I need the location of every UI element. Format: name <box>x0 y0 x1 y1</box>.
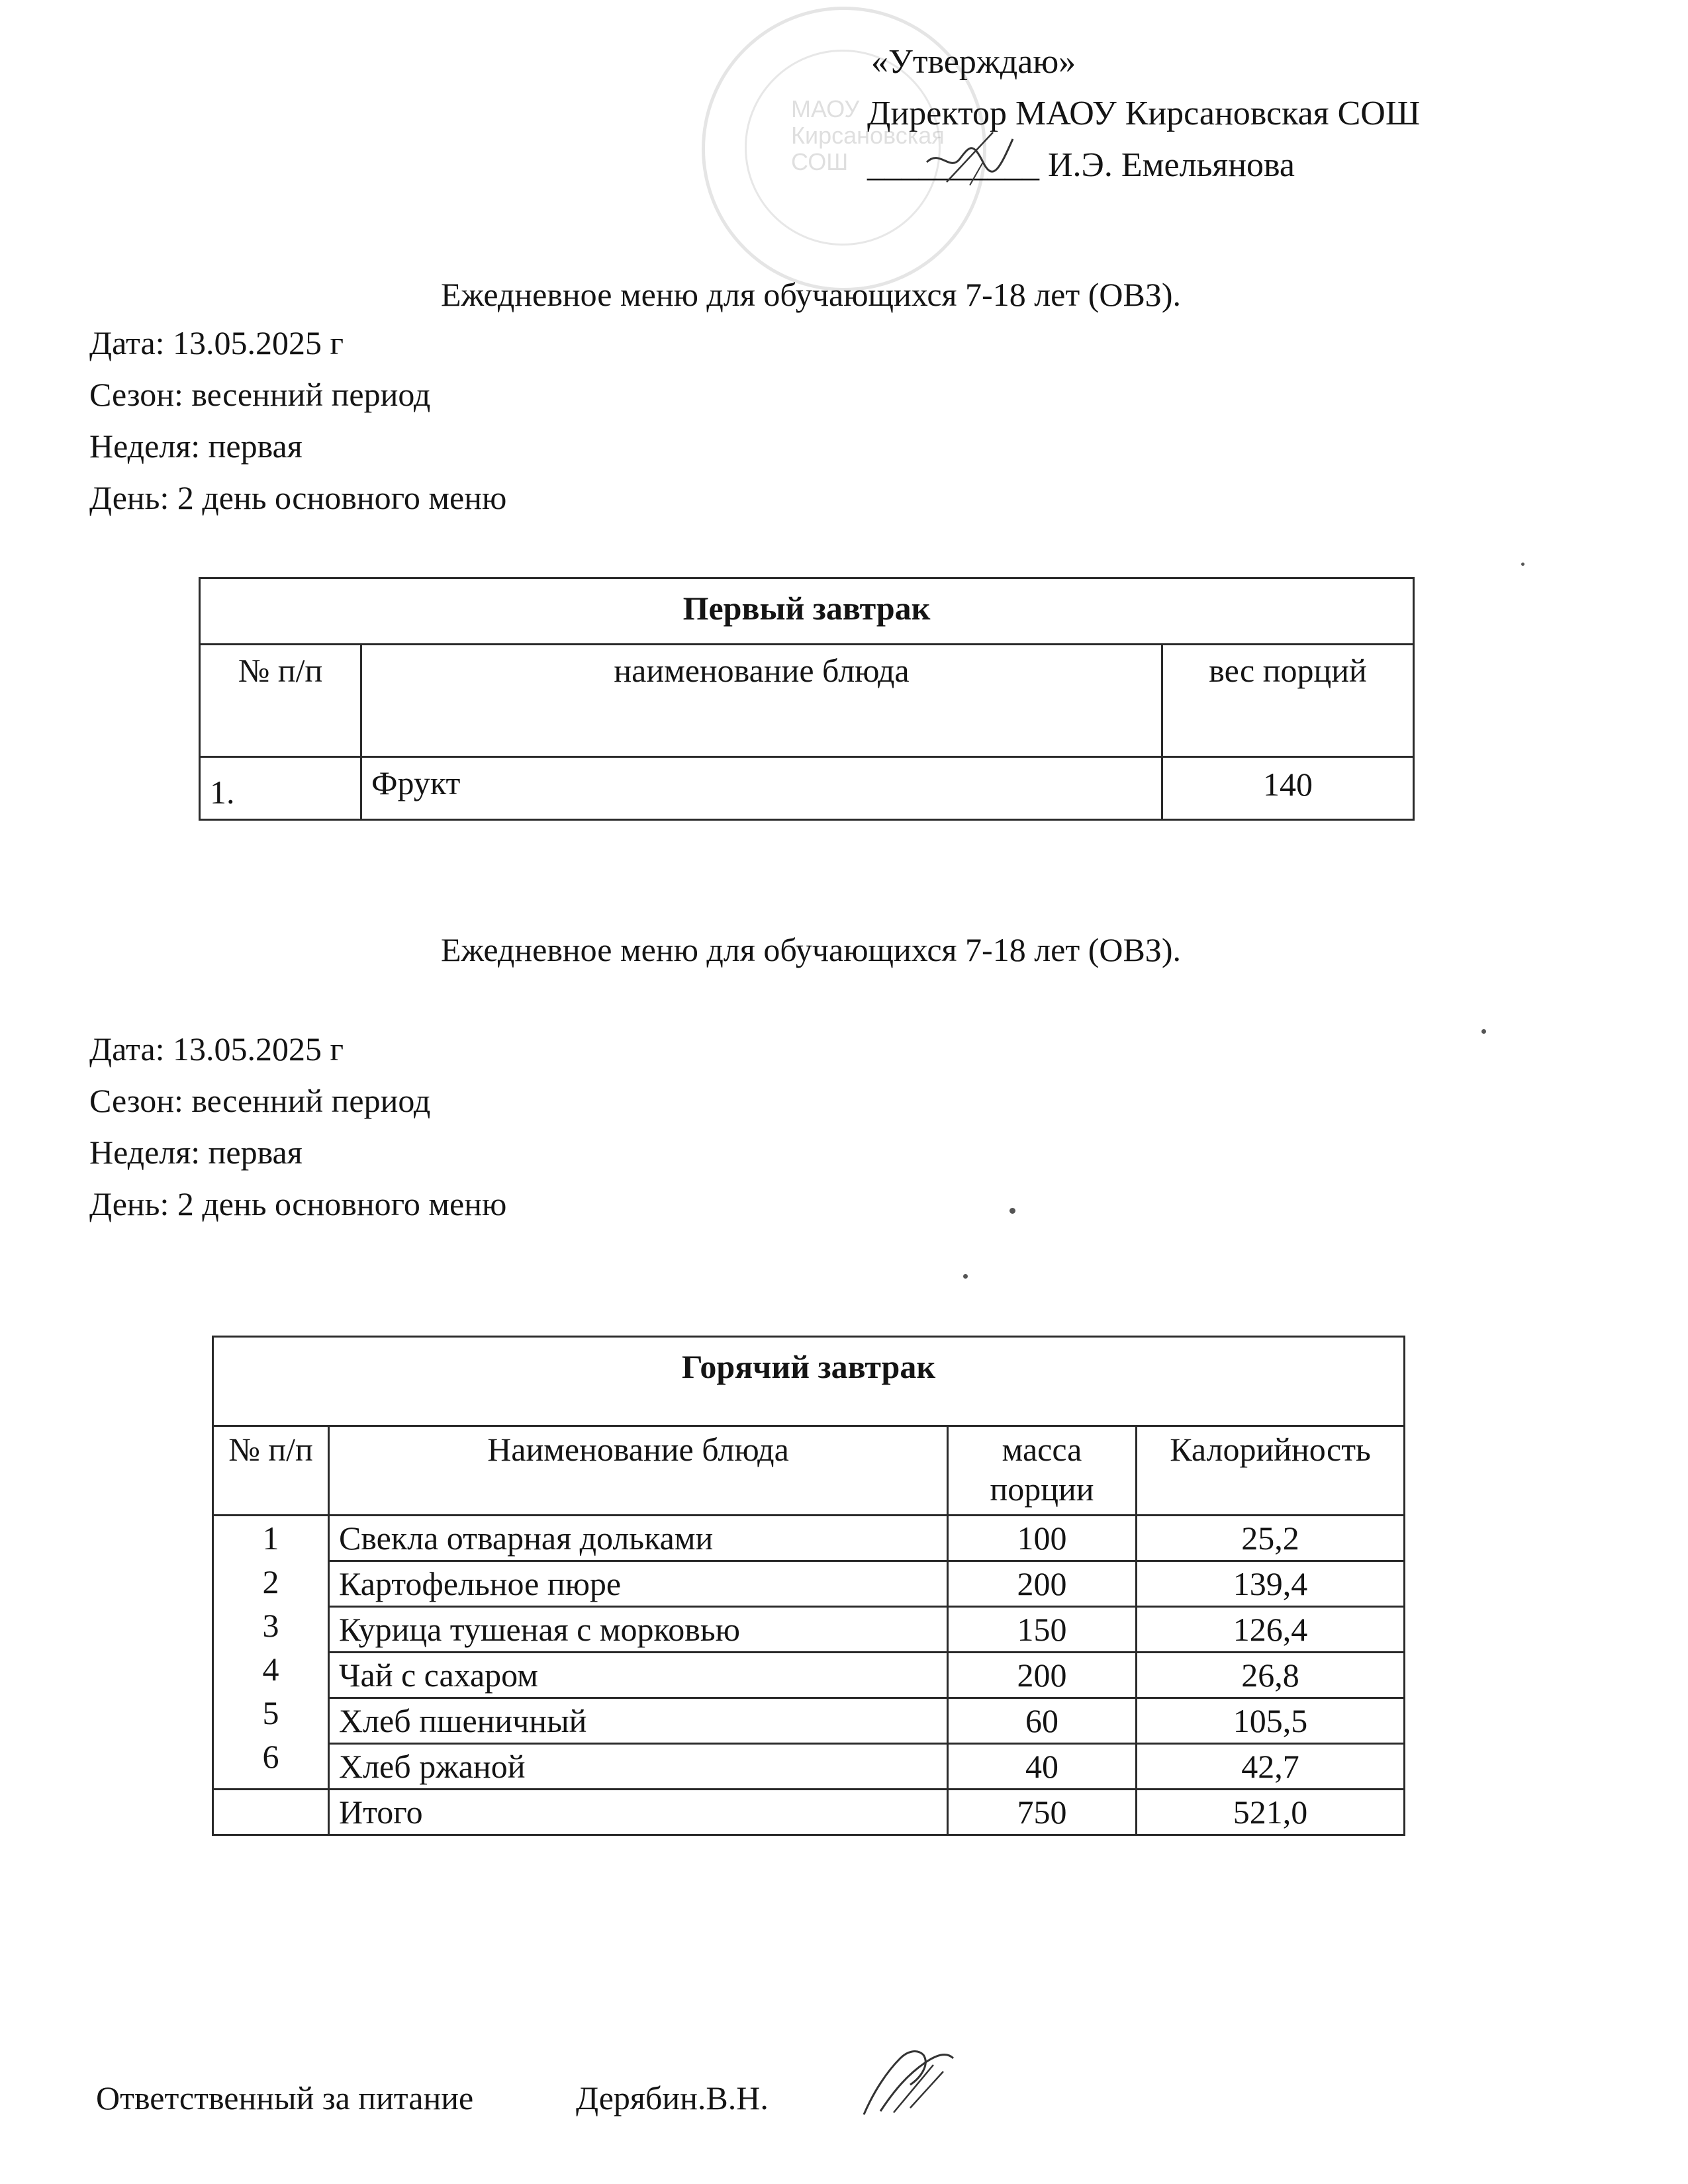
row-numbers-cell <box>213 1516 329 1790</box>
seal-text: МАОУ Кирсановская СОШ <box>791 95 945 175</box>
row-calories: 42,7 <box>1137 1744 1405 1790</box>
row-dish: Курица тушеная с морковью <box>329 1607 948 1653</box>
column-header-number: № п/п <box>200 645 361 757</box>
director-name: И.Э. Емельянова <box>1048 146 1295 184</box>
row-mass: 200 <box>948 1653 1137 1698</box>
row-mass: 150 <box>948 1607 1137 1653</box>
scan-speck <box>963 1274 968 1279</box>
scan-speck <box>1521 563 1524 566</box>
row-number: 4 <box>262 1651 279 1688</box>
menu1-day: День: 2 день основного меню <box>89 479 507 516</box>
row-number: 1. <box>200 757 361 820</box>
responsible-name: Дерябин.В.Н. <box>576 2079 769 2116</box>
row-mass: 60 <box>948 1698 1137 1744</box>
table-caption: Первый завтрак <box>200 578 1414 645</box>
row-dish: Чай с сахаром <box>329 1653 948 1698</box>
row-dish: Картофельное пюре <box>329 1561 948 1607</box>
total-calories: 521,0 <box>1137 1790 1405 1835</box>
row-number: 1 <box>262 1520 279 1557</box>
responsible-signature <box>854 2038 960 2124</box>
row-calories: 25,2 <box>1137 1516 1405 1561</box>
row-mass: 40 <box>948 1744 1137 1790</box>
row-dish: Хлеб ржаной <box>329 1744 948 1790</box>
first-breakfast-table <box>199 577 1415 821</box>
approval-director: Директор МАОУ Кирсановская СОШ <box>867 95 1421 132</box>
row-dish: Фрукт <box>361 757 1162 820</box>
row-calories: 105,5 <box>1137 1698 1405 1744</box>
row-mass: 200 <box>948 1561 1137 1607</box>
column-header-calories: Калорийность <box>1137 1426 1405 1516</box>
menu2-season: Сезон: весенний период <box>89 1082 431 1119</box>
menu2-title: Ежедневное меню для обучающихся 7-18 лет (ОВЗ). <box>440 931 1182 968</box>
menu1-title: Ежедневное меню для обучающихся 7-18 лет (ОВЗ). <box>440 276 1182 313</box>
menu2-date: Дата: 13.05.2025 г <box>89 1030 344 1068</box>
row-calories: 139,4 <box>1137 1561 1405 1607</box>
signature-blank: __________ <box>867 146 1039 184</box>
row-mass: 100 <box>948 1516 1137 1561</box>
row-number: 5 <box>262 1694 279 1731</box>
row-calories: 26,8 <box>1137 1653 1405 1698</box>
total-mass: 750 <box>948 1790 1137 1835</box>
column-header-weight: вес порций <box>1162 645 1414 757</box>
scan-speck <box>1481 1029 1486 1034</box>
menu2-day: День: 2 день основного меню <box>89 1185 507 1222</box>
row-weight: 140 <box>1162 757 1414 820</box>
column-header-dish: Наименование блюда <box>329 1426 948 1516</box>
hot-breakfast-table <box>212 1336 1405 1836</box>
column-header-number: № п/п <box>213 1426 329 1516</box>
menu1-week: Неделя: первая <box>89 428 303 465</box>
total-label: Итого <box>329 1790 948 1835</box>
row-number: 3 <box>262 1607 279 1644</box>
column-header-mass: масса порции <box>948 1426 1137 1516</box>
responsible-label: Ответственный за питание <box>96 2079 474 2116</box>
row-dish: Свекла отварная дольками <box>329 1516 948 1561</box>
menu1-season: Сезон: весенний период <box>89 376 431 413</box>
total-empty-cell <box>213 1790 329 1835</box>
row-calories: 126,4 <box>1137 1607 1405 1653</box>
menu1-date: Дата: 13.05.2025 г <box>89 324 344 361</box>
director-signature <box>920 122 1019 195</box>
approval-heading: «Утверждаю» <box>871 43 1076 81</box>
row-number: 2 <box>262 1563 279 1600</box>
scan-speck <box>1009 1208 1015 1214</box>
column-header-dish: наименование блюда <box>361 645 1162 757</box>
table-caption: Горячий завтрак <box>213 1337 1405 1426</box>
row-number: 6 <box>262 1738 279 1775</box>
row-dish: Хлеб пшеничный <box>329 1698 948 1744</box>
menu2-week: Неделя: первая <box>89 1134 303 1171</box>
